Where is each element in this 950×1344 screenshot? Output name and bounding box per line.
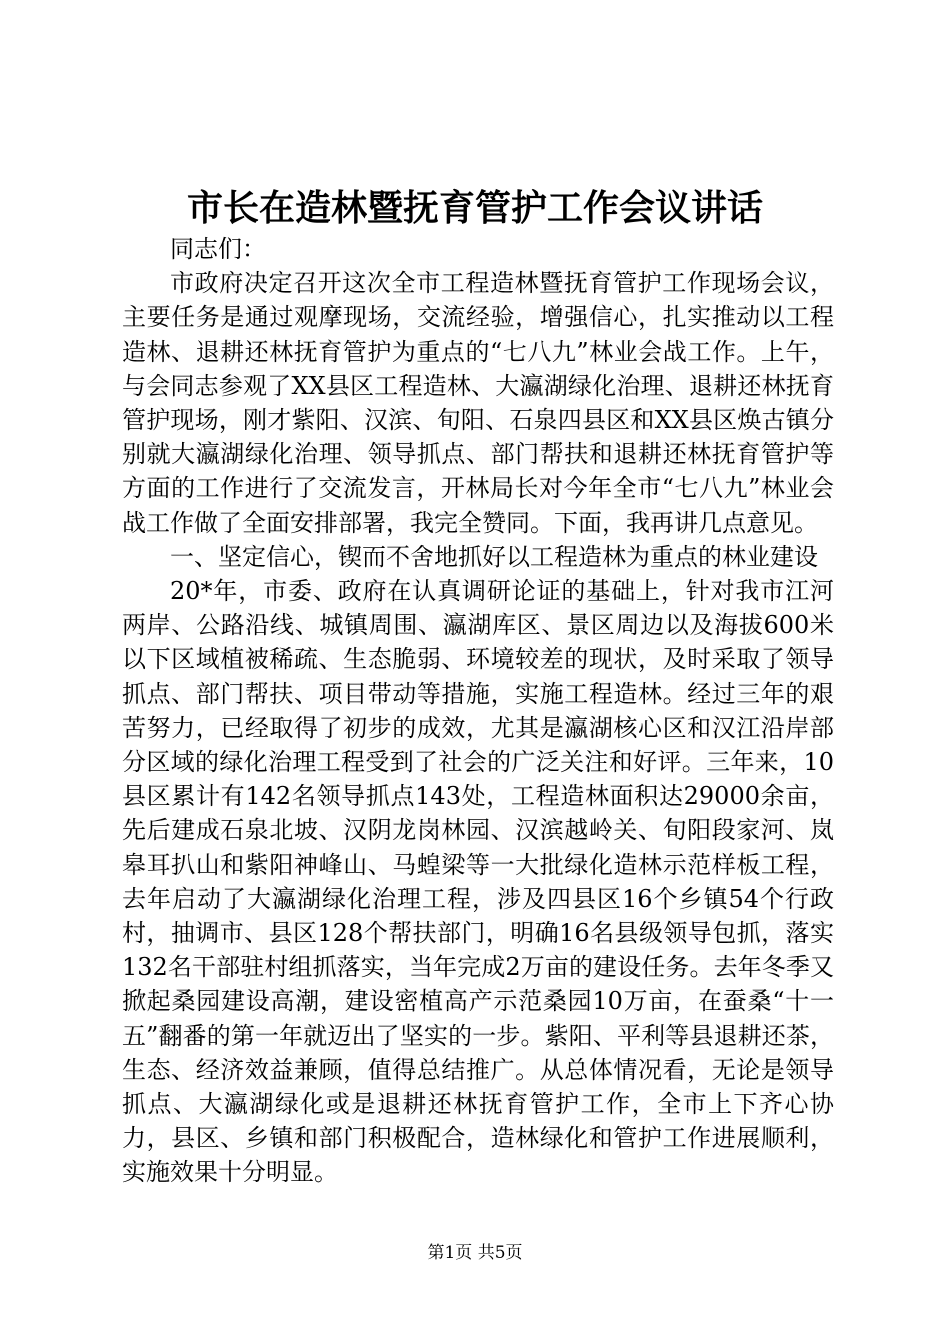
- salutation-paragraph: 同志们：: [170, 235, 266, 263]
- intro-paragraph: 市政府决定召开这次全市工程造林暨抚育管护工作现场会议，主要任务是通过观摩现场，交流经验，增强信心，扎实推动以工程造林、退耕还林抚育管护为重点的“七八九”林业会战工作。上午，与会同志参观了XX县区工程造林、大瀛湖绿化治理、退耕还林抚育管护现场，刚才紫阳、汉滨、旬阳、石泉四县区和XX县区焕古镇分别就大瀛湖绿化治理、领导抓点、部门帮扶和退耕还林抚育管护等方面的工作进行了交流发言，开林局长对今年全市“七八九”林业会战工作做了全面安排部署，我完全赞同。下面，我再讲几点意见。: [122, 269, 834, 537]
- page-number-footer: 第1页 共5页: [427, 1243, 523, 1263]
- document-body: [122, 232, 834, 1190]
- body-paragraph: 20*年，市委、政府在认真调研论证的基础上，针对我市江河两岸、公路沿线、城镇周围、瀛湖库区、景区周边以及海拔600米以下区域植被稀疏、生态脆弱、环境较差的现状，及时采取了领导抓点、部门帮扶、项目带动等措施，实施工程造林。经过三年的艰苦努力，已经取得了初步的成效，尤其是瀛湖核心区和汉江沿岸部分区域的绿化治理工程受到了社会的广泛关注和好评。三年来，10县区累计有142名领导抓点143处，工程造林面积达29000余亩，先后建成石泉北坡、汉阴龙岗林园、汉滨越岭关、旬阳段家河、岚皋耳扒山和紫阳神峰山、马蝗梁等一大批绿化造林示范样板工程，去年启动了大瀛湖绿化治理工程，涉及四县区16个乡镇54个行政村，抽调市、县区128个帮扶部门，明确16名县级领导包抓，落实132名干部驻村组抓落实，当年完成2万亩的建设任务。去年冬季又掀起桑园建设高潮，建设密植高产示范桑园10万亩，在蚕桑“十一五”翻番的第一年就迈出了坚实的一步。紫阳、平利等县退耕还茶，生态、经济效益兼顾，值得总结推广。从总体情况看，无论是领导抓点、大瀛湖绿化或是退耕还林抚育管护工作，全市上下齐心协力，县区、乡镇和部门积极配合，造林绿化和管护工作进展顺利，实施效果十分明显。: [122, 577, 834, 1187]
- section-heading: 一、坚定信心，锲而不舍地抓好以工程造林为重点的林业建设: [170, 542, 818, 571]
- document-title: 市长在造林暨抚育管护工作会议讲话: [186, 187, 763, 229]
